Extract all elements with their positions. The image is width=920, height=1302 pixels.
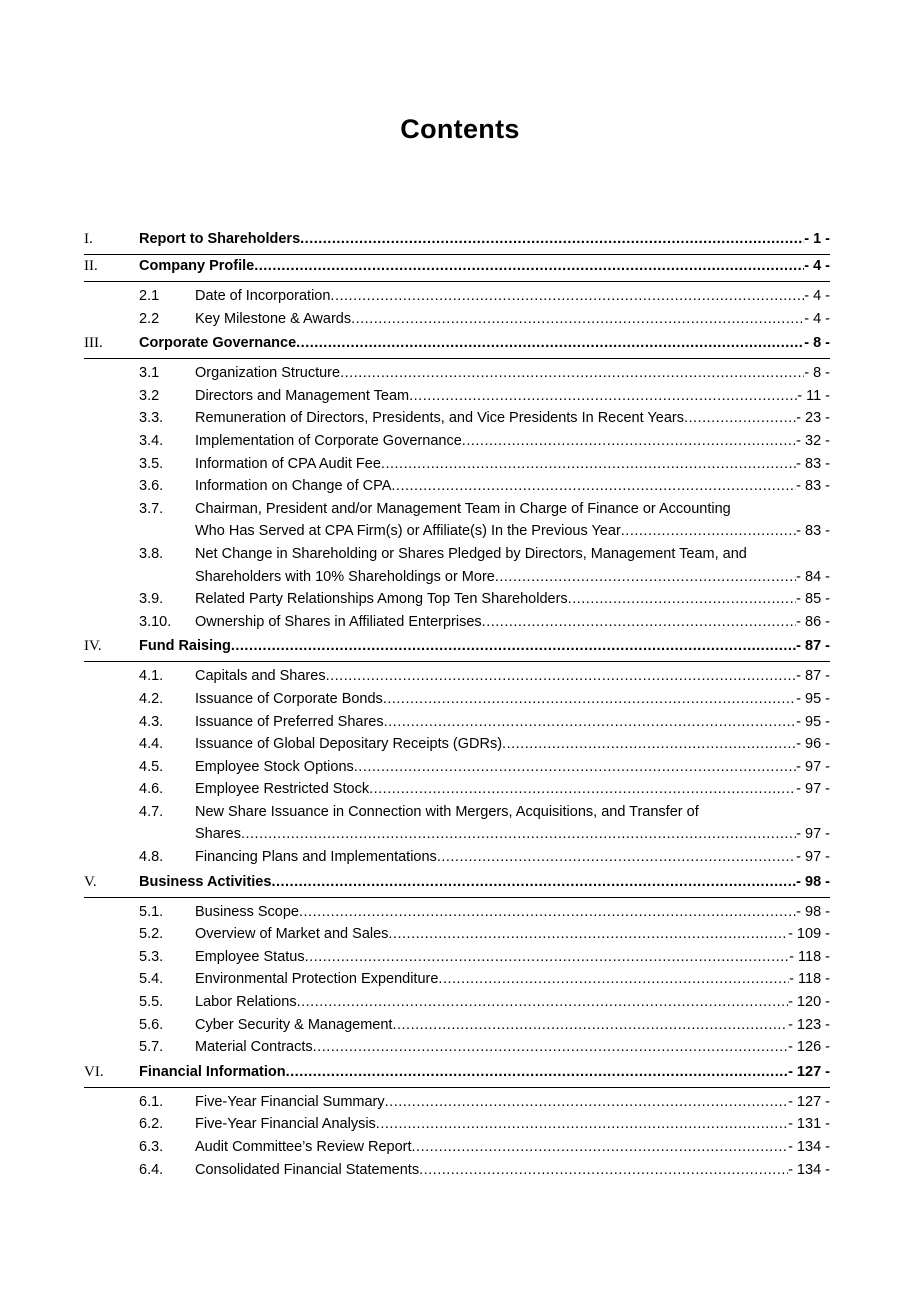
toc-subsection-row[interactable] bbox=[84, 407, 830, 430]
subsection-body bbox=[195, 688, 830, 711]
subsection-body bbox=[195, 756, 830, 779]
subsection-body bbox=[195, 1014, 830, 1037]
toc-subsection-row[interactable] bbox=[84, 756, 830, 779]
toc-subsection-row[interactable] bbox=[84, 611, 830, 634]
subsection-body bbox=[195, 453, 830, 476]
subsection-list bbox=[84, 662, 830, 870]
subsection-entry bbox=[195, 475, 830, 498]
subsection-page-number: - 97 - bbox=[796, 826, 830, 843]
toc-subsection-row[interactable] bbox=[84, 543, 830, 588]
subsection-entry bbox=[195, 823, 830, 846]
toc-subsection-row[interactable] bbox=[84, 308, 830, 331]
subsection-entry bbox=[195, 362, 830, 385]
dot-leader bbox=[391, 475, 796, 498]
subsection-title-line: Net Change in Shareholding or Shares Pledged by Directors, Management Team, and bbox=[195, 545, 747, 562]
subsection-page-number: - 134 - bbox=[788, 1161, 830, 1178]
dot-leader bbox=[437, 846, 796, 869]
section-entry bbox=[139, 638, 830, 654]
subsection-title: Audit Committee’s Review Report bbox=[195, 1139, 412, 1155]
subsection-body bbox=[195, 543, 830, 588]
dot-leader bbox=[297, 991, 789, 1014]
subsection-number: 5.7. bbox=[139, 1039, 164, 1056]
toc-section-row[interactable] bbox=[84, 1061, 830, 1088]
subsection-title: Employee Restricted Stock bbox=[195, 781, 370, 798]
subsection-number: 3.8. bbox=[139, 545, 164, 562]
subsection-page-number: - 120 - bbox=[788, 994, 830, 1011]
toc-section-row[interactable] bbox=[84, 635, 830, 662]
subsection-title: Directors and Management Team bbox=[195, 387, 410, 404]
page-title: Contents bbox=[400, 114, 520, 144]
subsection-title: Shares bbox=[195, 826, 241, 843]
subsection-number: 4.3. bbox=[139, 713, 164, 730]
toc-subsection-row[interactable] bbox=[84, 588, 830, 611]
subsection-number: 4.5. bbox=[139, 758, 164, 775]
subsection-number: 3.1 bbox=[139, 365, 160, 382]
subsection-page-number: - 83 - bbox=[796, 523, 830, 540]
section-entry bbox=[139, 258, 830, 274]
subsection-page-number: - 131 - bbox=[788, 1116, 830, 1133]
toc-subsection-row[interactable] bbox=[84, 801, 830, 846]
dot-leader bbox=[340, 362, 804, 385]
subsection-title: Issuance of Preferred Shares bbox=[195, 713, 384, 730]
subsection-page-number: - 118 - bbox=[789, 948, 830, 965]
toc-section-row[interactable] bbox=[84, 332, 830, 359]
subsection-body bbox=[195, 946, 830, 969]
subsection-page-number: - 98 - bbox=[796, 903, 830, 920]
subsection-page-number: - 97 - bbox=[796, 849, 830, 866]
subsection-body bbox=[195, 498, 830, 543]
dot-leader bbox=[438, 968, 789, 991]
section-entry bbox=[139, 874, 830, 890]
subsection-number: 2.2 bbox=[139, 310, 160, 327]
subsection-entry bbox=[195, 308, 830, 331]
subsection-page-number: - 4 - bbox=[804, 288, 830, 304]
toc-subsection-row[interactable] bbox=[84, 1091, 830, 1114]
subsection-body bbox=[195, 923, 830, 946]
subsection-body bbox=[195, 733, 830, 756]
subsection-page-number: - 109 - bbox=[788, 926, 830, 943]
subsection-body bbox=[195, 1136, 830, 1159]
section-title: Financial Information bbox=[139, 1063, 286, 1080]
dot-leader bbox=[354, 756, 796, 779]
toc-section-row[interactable] bbox=[84, 871, 830, 898]
toc-subsection-row[interactable] bbox=[84, 733, 830, 756]
subsection-title: Information on Change of CPA bbox=[195, 478, 392, 495]
subsection-title: Date of Incorporation bbox=[195, 288, 331, 304]
subsection-body bbox=[195, 407, 830, 430]
section-title: Corporate Governance bbox=[139, 335, 297, 352]
section-title: Company Profile bbox=[139, 258, 255, 274]
subsection-page-number: - 95 - bbox=[796, 690, 830, 707]
toc-section-row[interactable] bbox=[84, 255, 830, 282]
dot-leader bbox=[286, 1064, 788, 1080]
dot-leader bbox=[254, 258, 804, 274]
subsection-title: Remuneration of Directors, Presidents, and Vice Presidents In Recent Years bbox=[195, 410, 684, 427]
subsection-title: Who Has Served at CPA Firm(s) or Affiliate(s) In the Previous Year bbox=[195, 523, 621, 540]
subsection-list bbox=[84, 359, 830, 635]
section-page-number: - 87 - bbox=[796, 638, 830, 655]
subsection-page-number: - 83 - bbox=[796, 478, 830, 495]
subsection-entry bbox=[195, 923, 830, 946]
subsection-page-number: - 8 - bbox=[804, 365, 830, 382]
subsection-entry bbox=[195, 588, 830, 611]
subsection-title-line: New Share Issuance in Connection with Mergers, Acquisitions, and Transfer of bbox=[195, 803, 699, 820]
section-numeral: III. bbox=[84, 335, 103, 352]
subsection-title: Employee Status bbox=[195, 948, 305, 965]
subsection-number: 5.3. bbox=[139, 948, 164, 965]
subsection-entry bbox=[195, 665, 830, 688]
subsection-page-number: - 97 - bbox=[796, 781, 830, 798]
subsection-number: 6.3. bbox=[139, 1139, 164, 1155]
subsection-title-line: Chairman, President and/or Management Team in Charge of Finance or Accounting bbox=[195, 500, 731, 517]
subsection-title: Cyber Security & Management bbox=[195, 1016, 393, 1033]
section-title: Report to Shareholders bbox=[139, 231, 301, 247]
subsection-number: 3.2 bbox=[139, 387, 160, 404]
subsection-body bbox=[195, 430, 830, 453]
subsection-body bbox=[195, 611, 830, 634]
subsection-page-number: - 11 - bbox=[797, 387, 830, 404]
subsection-entry bbox=[195, 611, 830, 634]
dot-leader bbox=[300, 231, 804, 247]
subsection-body bbox=[195, 901, 830, 924]
subsection-page-number: - 96 - bbox=[796, 736, 830, 753]
subsection-entry bbox=[195, 968, 830, 991]
dot-leader bbox=[313, 1036, 788, 1059]
subsection-page-number: - 134 - bbox=[788, 1139, 830, 1155]
toc-subsection-row[interactable] bbox=[84, 285, 830, 308]
subsection-body bbox=[195, 778, 830, 801]
toc-subsection-row[interactable] bbox=[84, 453, 830, 476]
dot-leader bbox=[369, 778, 796, 801]
subsection-entry bbox=[195, 453, 830, 476]
section-numeral: VI. bbox=[84, 1063, 104, 1080]
subsection-entry bbox=[195, 385, 830, 408]
section-page-number: - 1 - bbox=[804, 231, 830, 247]
dot-leader bbox=[409, 385, 797, 408]
section-numeral: I. bbox=[84, 231, 93, 247]
toc-subsection-row[interactable] bbox=[84, 688, 830, 711]
dot-leader bbox=[412, 1136, 789, 1159]
dot-leader bbox=[621, 520, 796, 543]
subsection-body bbox=[195, 991, 830, 1014]
subsection-body bbox=[195, 385, 830, 408]
subsection-number: 4.6. bbox=[139, 781, 164, 798]
subsection-number: 6.1. bbox=[139, 1093, 164, 1110]
subsection-title: Employee Stock Options bbox=[195, 758, 354, 775]
subsection-number: 5.4. bbox=[139, 971, 164, 988]
subsection-body bbox=[195, 711, 830, 734]
toc-subsection-row[interactable] bbox=[84, 362, 830, 385]
subsection-title: Material Contracts bbox=[195, 1039, 313, 1056]
subsection-number: 6.4. bbox=[139, 1161, 164, 1178]
subsection-number: 3.5. bbox=[139, 455, 164, 472]
subsection-entry bbox=[195, 566, 830, 589]
subsection-entry bbox=[195, 846, 830, 869]
dot-leader bbox=[684, 407, 796, 430]
toc-subsection-row[interactable] bbox=[84, 846, 830, 869]
toc-subsection-row[interactable] bbox=[84, 946, 830, 969]
subsection-page-number: - 118 - bbox=[789, 971, 830, 988]
subsection-number: 5.5. bbox=[139, 994, 164, 1011]
subsection-title: Implementation of Corporate Governance bbox=[195, 432, 462, 449]
subsection-list bbox=[84, 1088, 830, 1183]
subsection-number: 3.9. bbox=[139, 591, 164, 608]
subsection-number: 3.10. bbox=[139, 613, 172, 630]
subsection-number: 4.1. bbox=[139, 668, 164, 685]
dot-leader bbox=[392, 1014, 788, 1037]
subsection-page-number: - 4 - bbox=[804, 310, 830, 327]
subsection-list bbox=[84, 898, 830, 1061]
subsection-number: 4.8. bbox=[139, 849, 164, 866]
subsection-entry bbox=[195, 1036, 830, 1059]
toc-subsection-row[interactable] bbox=[84, 923, 830, 946]
toc-subsection-row[interactable] bbox=[84, 1159, 830, 1182]
subsection-page-number: - 87 - bbox=[796, 668, 830, 685]
subsection-body bbox=[195, 968, 830, 991]
subsection-number: 4.7. bbox=[139, 803, 164, 820]
toc-subsection-row[interactable] bbox=[84, 430, 830, 453]
dot-leader bbox=[241, 823, 796, 846]
subsection-title: Financing Plans and Implementations bbox=[195, 849, 437, 866]
dot-leader bbox=[385, 1091, 788, 1114]
toc-subsection-row[interactable] bbox=[84, 1036, 830, 1059]
toc-subsection-row[interactable] bbox=[84, 711, 830, 734]
subsection-body bbox=[195, 1113, 830, 1136]
dot-leader bbox=[502, 733, 796, 756]
subsection-body bbox=[195, 475, 830, 498]
subsection-page-number: - 86 - bbox=[796, 613, 830, 630]
subsection-body bbox=[195, 1036, 830, 1059]
dot-leader bbox=[330, 285, 804, 308]
dot-leader bbox=[462, 430, 796, 453]
subsection-number: 2.1 bbox=[139, 288, 160, 304]
subsection-entry bbox=[195, 711, 830, 734]
dot-leader bbox=[299, 901, 796, 924]
dot-leader bbox=[376, 1113, 788, 1136]
subsection-number: 3.3. bbox=[139, 410, 164, 427]
subsection-page-number: - 127 - bbox=[788, 1093, 830, 1110]
subsection-number: 5.2. bbox=[139, 926, 164, 943]
toc-subsection-row[interactable] bbox=[84, 778, 830, 801]
subsection-number: 5.1. bbox=[139, 903, 164, 920]
subsection-number: 5.6. bbox=[139, 1016, 164, 1033]
subsection-page-number: - 85 - bbox=[796, 591, 830, 608]
subsection-title: Organization Structure bbox=[195, 365, 341, 382]
toc-subsection-row[interactable] bbox=[84, 475, 830, 498]
dot-leader bbox=[326, 665, 797, 688]
subsection-number: 4.4. bbox=[139, 736, 164, 753]
subsection-entry bbox=[195, 407, 830, 430]
subsection-entry bbox=[195, 778, 830, 801]
subsection-page-number: - 126 - bbox=[788, 1039, 830, 1056]
dot-leader bbox=[482, 611, 796, 634]
dot-leader bbox=[388, 923, 788, 946]
section-numeral: V. bbox=[84, 873, 97, 890]
subsection-number: 4.2. bbox=[139, 690, 164, 707]
subsection-entry bbox=[195, 946, 830, 969]
subsection-list bbox=[84, 282, 830, 332]
subsection-page-number: - 97 - bbox=[796, 758, 830, 775]
subsection-entry bbox=[195, 1113, 830, 1136]
section-title: Fund Raising bbox=[139, 638, 231, 655]
subsection-entry bbox=[195, 901, 830, 924]
subsection-page-number: - 32 - bbox=[796, 432, 830, 449]
toc-subsection-row[interactable] bbox=[84, 665, 830, 688]
dot-leader bbox=[384, 711, 797, 734]
subsection-title: Issuance of Global Depositary Receipts (GDRs) bbox=[195, 736, 503, 753]
dot-leader bbox=[296, 335, 804, 351]
section-entry bbox=[139, 335, 830, 351]
subsection-page-number: - 84 - bbox=[796, 568, 830, 585]
subsection-title: Business Scope bbox=[195, 903, 299, 920]
toc-subsection-row[interactable] bbox=[84, 1113, 830, 1136]
subsection-title: Consolidated Financial Statements bbox=[195, 1161, 420, 1178]
dot-leader bbox=[381, 453, 796, 476]
subsection-number: 3.7. bbox=[139, 500, 164, 517]
section-page-number: - 98 - bbox=[796, 873, 830, 890]
subsection-entry bbox=[195, 285, 830, 308]
subsection-title: Five-Year Financial Summary bbox=[195, 1093, 385, 1110]
subsection-title: Issuance of Corporate Bonds bbox=[195, 690, 383, 707]
subsection-entry bbox=[195, 991, 830, 1014]
toc-subsection-row[interactable] bbox=[84, 385, 830, 408]
dot-leader bbox=[568, 588, 796, 611]
dot-leader bbox=[419, 1159, 788, 1182]
dot-leader bbox=[305, 946, 790, 969]
subsection-body bbox=[195, 801, 830, 846]
subsection-page-number: - 123 - bbox=[788, 1016, 830, 1033]
toc-subsection-row[interactable] bbox=[84, 1136, 830, 1159]
table-of-contents bbox=[84, 228, 830, 1183]
subsection-entry bbox=[195, 520, 830, 543]
subsection-body bbox=[195, 308, 830, 331]
subsection-body bbox=[195, 665, 830, 688]
section-entry bbox=[139, 231, 830, 247]
toc-subsection-row[interactable] bbox=[84, 498, 830, 543]
subsection-page-number: - 83 - bbox=[796, 455, 830, 472]
dot-leader bbox=[495, 566, 796, 589]
subsection-number: 3.4. bbox=[139, 432, 164, 449]
subsection-number: 6.2. bbox=[139, 1116, 164, 1133]
section-page-number: - 127 - bbox=[788, 1063, 830, 1080]
subsection-body bbox=[195, 588, 830, 611]
subsection-page-number: - 23 - bbox=[796, 410, 830, 427]
subsection-title: Information of CPA Audit Fee bbox=[195, 455, 381, 472]
toc-section-row[interactable] bbox=[84, 228, 830, 255]
subsection-number: 3.6. bbox=[139, 478, 164, 495]
subsection-title: Labor Relations bbox=[195, 994, 297, 1011]
subsection-entry bbox=[195, 733, 830, 756]
section-numeral: II. bbox=[84, 258, 98, 274]
subsection-entry bbox=[195, 430, 830, 453]
dot-leader bbox=[271, 874, 796, 890]
subsection-entry bbox=[195, 1091, 830, 1114]
subsection-body bbox=[195, 285, 830, 308]
section-entry bbox=[139, 1064, 830, 1080]
section-page-number: - 4 - bbox=[804, 258, 830, 274]
dot-leader bbox=[383, 688, 796, 711]
toc-subsection-row[interactable] bbox=[84, 968, 830, 991]
subsection-entry bbox=[195, 688, 830, 711]
toc-subsection-row[interactable] bbox=[84, 901, 830, 924]
subsection-title: Five-Year Financial Analysis bbox=[195, 1116, 376, 1133]
subsection-title: Overview of Market and Sales bbox=[195, 926, 389, 943]
toc-subsection-row[interactable] bbox=[84, 1014, 830, 1037]
subsection-title: Capitals and Shares bbox=[195, 668, 326, 685]
section-page-number: - 8 - bbox=[804, 335, 830, 352]
subsection-entry bbox=[195, 1014, 830, 1037]
subsection-entry bbox=[195, 1159, 830, 1182]
dot-leader bbox=[351, 308, 804, 331]
dot-leader bbox=[231, 638, 796, 654]
subsection-body bbox=[195, 846, 830, 869]
subsection-title: Key Milestone & Awards bbox=[195, 310, 352, 327]
subsection-page-number: - 95 - bbox=[796, 713, 830, 730]
section-title: Business Activities bbox=[139, 873, 272, 890]
subsection-title: Related Party Relationships Among Top Ten Shareholders bbox=[195, 591, 568, 608]
subsection-entry bbox=[195, 756, 830, 779]
subsection-title: Shareholders with 10% Shareholdings or More bbox=[195, 568, 495, 585]
subsection-body bbox=[195, 1091, 830, 1114]
subsection-body bbox=[195, 362, 830, 385]
toc-subsection-row[interactable] bbox=[84, 991, 830, 1014]
subsection-entry bbox=[195, 1136, 830, 1159]
subsection-title: Environmental Protection Expenditure bbox=[195, 971, 439, 988]
subsection-title: Ownership of Shares in Affiliated Enterprises bbox=[195, 613, 482, 630]
section-numeral: IV. bbox=[84, 638, 102, 655]
subsection-body bbox=[195, 1159, 830, 1182]
